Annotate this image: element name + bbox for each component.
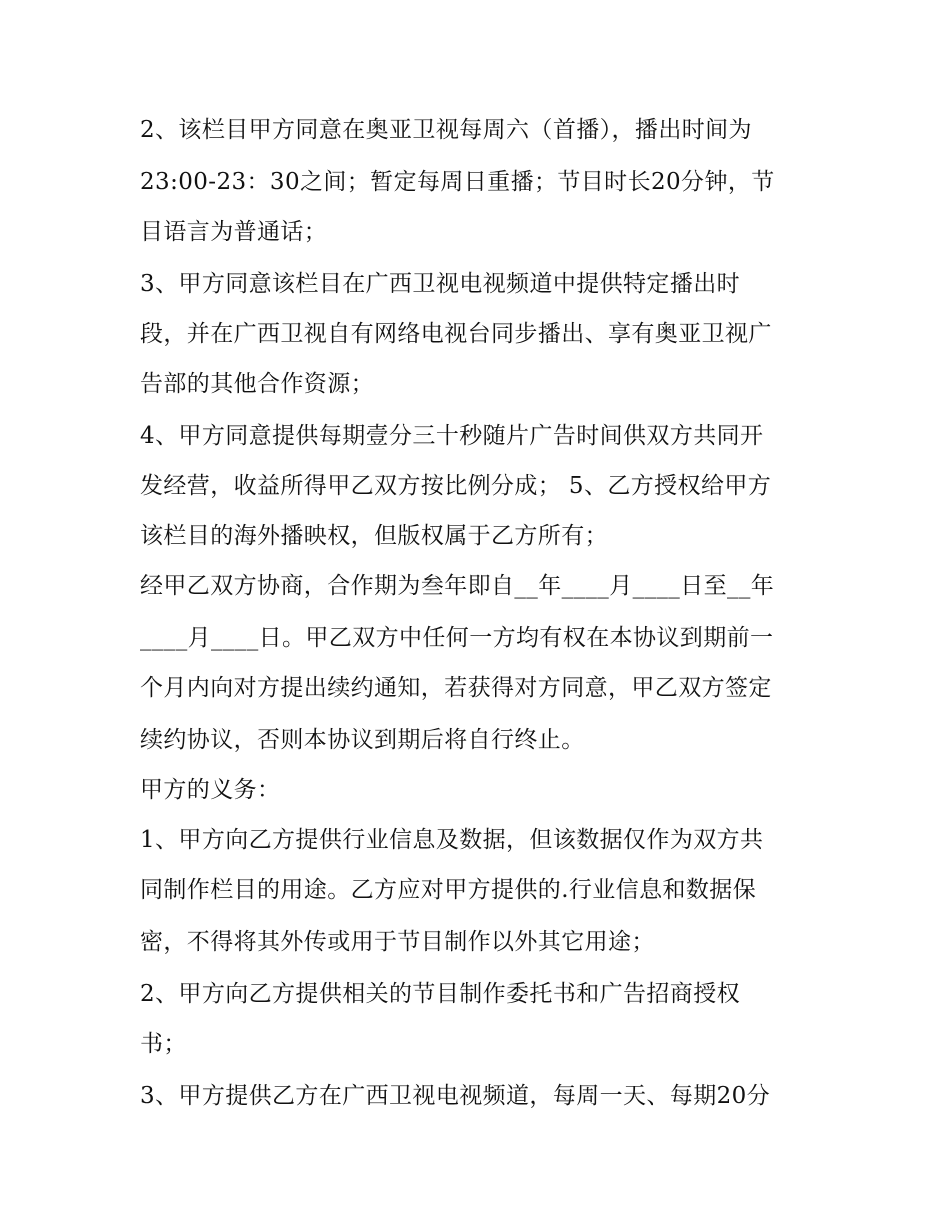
text-line: 该栏目的海外播映权，但版权属于乙方所有； (140, 523, 608, 549)
text-line: 23:00-23：30之间；暂定每周日重播；节目时长20分钟，节 (140, 169, 775, 195)
text-line: 3、甲方同意该栏目在广西卫视电视频道中提供特定播出时 (140, 271, 741, 297)
text-line: 告部的其他合作资源； (140, 371, 374, 397)
text-line: 4、甲方同意提供每期壹分三十秒随片广告时间供双方共同开 (140, 423, 764, 449)
text-line: 发经营，收益所得甲乙双方按比例分成； 5、乙方授权给甲方 (140, 473, 772, 499)
text-line: ____月____日。甲乙双方中任何一方均有权在本协议到期前一 (140, 625, 774, 651)
text-line: 同制作栏目的用途。乙方应对甲方提供的.行业信息和数据保 (140, 877, 757, 903)
text-line: 2、该栏目甲方同意在奥亚卫视每周六（首播），播出时间为 (140, 117, 752, 143)
text-line: 段，并在广西卫视自有网络电视台同步播出、享有奥亚卫视广 (140, 321, 772, 347)
text-line: 3、甲方提供乙方在广西卫视电视频道，每周一天、每期20分 (140, 1083, 771, 1109)
text-line: 个月内向对方提出续约通知，若获得对方同意，甲乙双方签定 (140, 675, 772, 701)
section-heading: 甲方的义务： (140, 777, 281, 803)
text-line: 书； (140, 1031, 187, 1057)
text-line: 续约协议，否则本协议到期后将自行终止。 (140, 727, 585, 753)
text-line: 1、甲方向乙方提供行业信息及数据，但该数据仅作为双方共 (140, 827, 764, 853)
text-line: 经甲乙双方协商，合作期为叁年即自__年____月____日至__年 (140, 573, 775, 599)
text-line: 目语言为普通话； (140, 219, 328, 245)
text-line: 密，不得将其外传或用于节目制作以外其它用途； (140, 929, 655, 955)
text-line: 2、甲方向乙方提供相关的节目制作委托书和广告招商授权 (140, 981, 741, 1007)
